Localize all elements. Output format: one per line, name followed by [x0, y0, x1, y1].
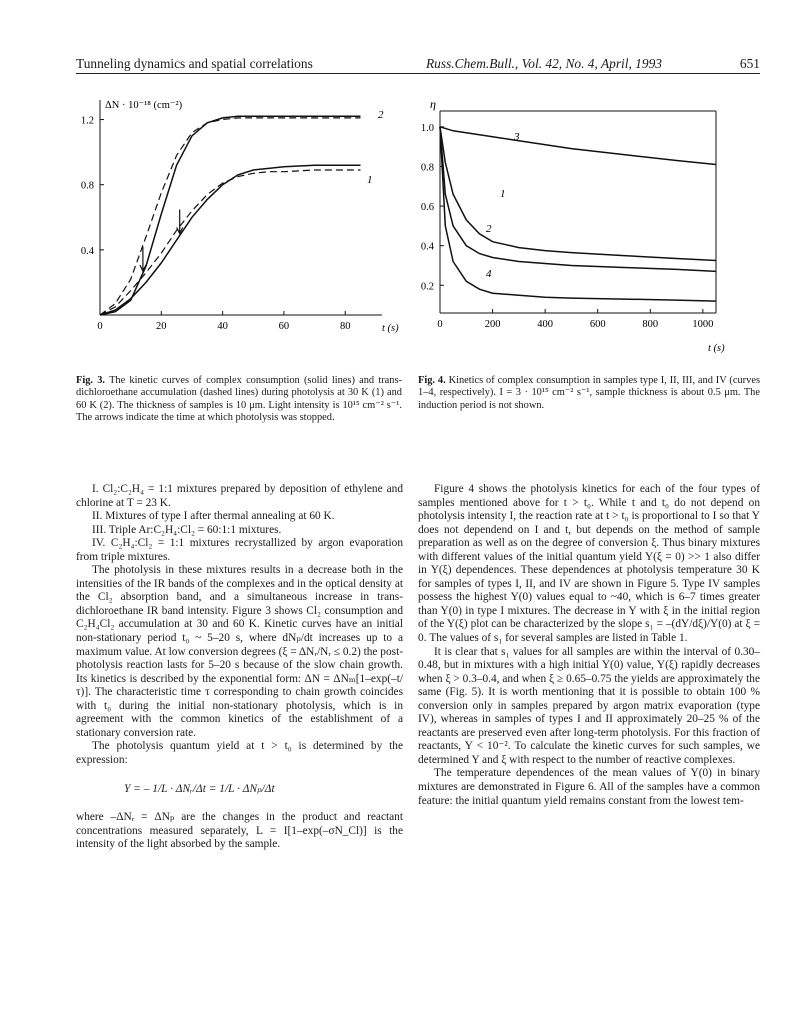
page-number: 651 [739, 56, 760, 71]
fig4-xlabel: t (s) [708, 343, 725, 354]
fig3-curve-label-2: 2 [378, 109, 384, 121]
y-tick-label: 0.2 [420, 281, 434, 293]
fig3-caption-label: Fig. 3. [76, 375, 106, 386]
list-item-type-1: I. Cl₂:C₂H₄ = 1:1 mixtures prepared by deposition of ethylene and chlorine at T = 23 K. [76, 483, 403, 509]
list-item-type-2: II. Mixtures of type I after thermal annealing at 60 K. [92, 510, 335, 523]
x-tick-label: 400 [537, 319, 554, 330]
y-tick-label: 0.6 [420, 202, 434, 214]
header-journal: Russ.Chem.Bull., Vol. 42, No. 4, April, 1993 [426, 56, 662, 71]
paragraph: where –ΔNᵣ = ΔNₚ are the changes in the product and reactant concentrations measured separately, L = I[1–exp(–σN_Cl)] is the intensity of the light absorbed by the sample. [76, 811, 403, 851]
figure-4-caption [418, 375, 760, 412]
figure-4-chart [408, 95, 763, 365]
series-line-2-solid [100, 116, 361, 315]
paragraph: Figure 4 shows the photolysis kinetics for each of the four types of samples mentioned above for t > t₀. While t and t₀ do not depend on photolysis intensity I, the reaction rate at t > t₀ is proportional to I so that Y does not dependend on I and t, but depends on the method of sample preparation as well as on the degree of conversion ξ. Thus binary mixtures with different values of the initial quantum yield Y(ξ = 0) >> 1 also differ in Y(ξ) dependences. These dependences at photolysis temperature 30 K for samples of types I, II, and IV are shown in Figure 5. Type IV samples possess the highest Y(0) values equal to ~40, which is 6–7 times greater than Y(0) in type I mixtures. The decrease in Y with ξ in the initial region of the Y(ξ) plot can be characterized by the slope s₁ = –(dY/dξ)/Y(0) at ξ = 0. The values of s₁ for several samples are listed in Table 1. [418, 483, 760, 645]
equation-quantum-yield: Y = – 1/L · ΔNᵣ/Δt = 1/L · ΔNₚ/Δt [124, 783, 275, 796]
fig4-curve-label-4: 4 [486, 268, 492, 280]
y-tick-label: 1.2 [80, 115, 94, 127]
x-tick-label: 40 [217, 321, 228, 332]
fig4-curve-label-3: 3 [514, 131, 520, 143]
list-item-type-3: III. Triple Ar:C₂H₄:Cl₂ = 60:1:1 mixtures. [92, 523, 282, 536]
fig3-curve-label-1: 1 [367, 174, 373, 186]
series-line-1-solid [100, 165, 361, 315]
fig3-ylabel: ΔN · 10⁻¹⁸ (cm⁻²) [105, 100, 183, 111]
paragraph: It is clear that s₁ values for all samples are within the interval of 0.30–0.48, but in mixtures with a high initial Y(0) value, Y(ξ) rapidly decreases when ξ > 0.3–0.4, and when ξ ≥ 0.65–0.75 the yields are approximately the same (Fig. 5). It is worth mentioning that it is possible to obtain 100 % conversion only in samples prepared by argon matrix evaporation (type IV), whereas in samples of types I and II approximately 20–25 % of the reactants are preserved even after long-term photolysis. For this fraction of reactants, Y < 10⁻². To calculate the kinetic curves for such samples, we determined Y and ξ with respect to the number of reactive complexes. [418, 645, 760, 766]
header-rule [76, 73, 760, 74]
x-tick-label: 1000 [692, 319, 714, 330]
header-title: Tunneling dynamics and spatial correlations [76, 56, 313, 71]
fig4-caption-text: Kinetics of complex consumption in samples type I, II, III, and IV (curves 1–4, respectively). I = 3 · 10¹⁵ cm⁻² s⁻¹, sample thickness is about 0.5 μm. The induction period is not shown. [418, 375, 760, 411]
paragraph: The photolysis quantum yield at t > t₀ is determined by the expression: [76, 740, 403, 766]
x-tick-label: 200 [484, 319, 501, 330]
x-tick-label: 20 [156, 321, 167, 332]
paragraph: The temperature dependences of the mean values of Y(0) in binary mixtures are demonstrated in Figure 6. All of the samples have a common feature: the initial quantum yield remains constant from the lowest tem- [418, 767, 760, 807]
series-line-3 [440, 127, 716, 165]
x-tick-label: 80 [339, 321, 351, 332]
x-tick-label: 0 [437, 319, 443, 330]
list-item-type-4: IV. C₂H₄:Cl₂ = 1:1 mixtures recrystallized by argon evaporation from triple mixtures. [76, 537, 403, 563]
fig4-caption-label: Fig. 4. [418, 375, 446, 386]
series-line-2 [440, 127, 716, 272]
y-tick-label: 0.4 [80, 245, 94, 257]
x-tick-label: 800 [642, 319, 659, 330]
fig4-curve-label-1: 1 [500, 188, 506, 200]
x-tick-label: 60 [278, 321, 290, 332]
y-tick-label: 0.8 [80, 180, 94, 192]
y-tick-label: 1.0 [420, 122, 434, 134]
right-column [418, 483, 760, 808]
figure-3-caption [76, 375, 402, 424]
fig4-curve-label-2: 2 [486, 223, 492, 235]
x-tick-label: 0 [97, 321, 103, 332]
fig3-xlabel: t (s) [382, 323, 399, 334]
x-tick-label: 600 [589, 319, 606, 330]
series-line-1-dashed [100, 170, 361, 315]
running-header [76, 56, 760, 74]
paragraph: The photolysis in these mixtures results in a decrease both in the intensities of the IR bands of the complexes and in the optical density at the Cl₂ absorption band, and a simultaneous increase in trans-dichloroethane IR band intensity. Figure 3 shows Cl₂ consumption and C₂H₄Cl₂ accumulation at 30 and 60 K. Kinetic curves have an initial non-stationary period t₀ ~ 5–20 s, where dNₚ/dt increases up to a maximum value. At low conversion degrees (ξ = ΔNᵣ/Nᵣ ≤ 0.2) the post-photolysis reaction lasts for 5–20 s because of the slow chain growth. Its kinetics is described by the exponential form: ΔN = ΔNₘ[1–exp(–t/τ)]. The characteristic time τ corresponding to chain growth coincides with t₀ during the initial non-stationary photolysis, which is in agreement with the common kinetics of the establishment of a stationary conversion rate. [76, 564, 403, 739]
series-line-4 [440, 127, 716, 301]
series-line-1 [440, 127, 716, 261]
y-tick-label: 0.4 [420, 241, 434, 253]
y-tick-label: 0.8 [420, 162, 434, 174]
fig3-caption-text: The kinetic curves of complex consumption (solid lines) and trans-dichloroethane accumulation (dashed lines) during photolysis at 30 K (1) and 60 K (2). The thickness of samples is 10 μm. Light intensity is 10¹⁵ cm⁻² s⁻¹. The arrows indicate the time at which photolysis was stopped. [76, 375, 402, 423]
series-line-2-dashed [100, 118, 361, 315]
figure-3-chart [60, 95, 405, 345]
fig4-ylabel: η [430, 97, 436, 111]
left-column [76, 483, 403, 852]
